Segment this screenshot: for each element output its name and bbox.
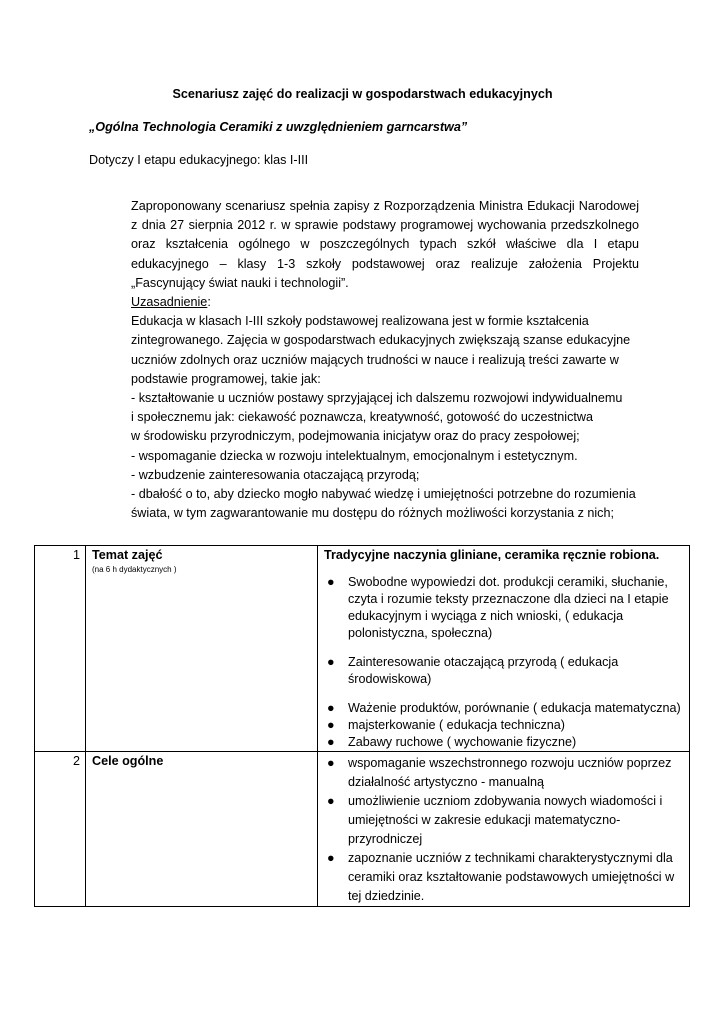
- list-item: [324, 654, 683, 688]
- list-item-text: Zabawy ruchowe ( wychowanie fizyczne): [348, 735, 577, 749]
- list-item: [324, 792, 683, 849]
- list-item: [324, 849, 683, 906]
- justification-line: Edukacja w klasach I-III szkoły podstawowej realizowana jest w formie kształcenia: [131, 314, 589, 329]
- justification-line: zintegrowanego. Zajęcia w gospodarstwach edukacyjnych zwiększają szanse edukacyjne: [131, 333, 631, 348]
- bullet-icon: ●: [327, 718, 335, 732]
- justification-colon: :: [207, 295, 211, 310]
- list-item-text: Zainteresowanie otaczającą przyrodą ( edukacja środowiskowa): [348, 655, 619, 686]
- document-title: Scenariusz zajęć do realizacji w gospodarstwach edukacyjnych: [172, 87, 553, 101]
- justification-line: podstawie programowej, takie jak:: [131, 371, 321, 386]
- list-item-text: majsterkowanie ( edukacja techniczna): [348, 718, 565, 732]
- justification-text: [131, 312, 639, 523]
- justification-line: - dbałość o to, aby dziecko mogło nabywać wiedzę i umiejętności potrzebne do rozumienia: [131, 487, 636, 502]
- bullet-icon: ●: [327, 851, 335, 865]
- lesson-table: [34, 545, 690, 907]
- justification-line: i społecznemu jak: ciekawość poznawcza, kreatywność, gotowość do uczestnictwa: [131, 410, 593, 425]
- bullet-icon: ●: [327, 735, 335, 749]
- bullet-icon: ●: [327, 701, 335, 715]
- justification-label: Uzasadnienie: [131, 295, 208, 310]
- row-content-cell: [318, 752, 690, 907]
- education-stage: Dotyczy I etapu edukacyjnego: klas I-III: [89, 153, 309, 167]
- list-item-text: zapoznanie uczniów z technikami charakterystycznymi dla ceramiki oraz kształtowanie podstawowych umiejętności w tej dziedzinie.: [348, 851, 675, 903]
- intro-paragraph: Zaproponowany scenariusz spełnia zapisy z Rozporządzenia Ministra Edukacji Narodowej z dnia 27 sierpnia 2012 r. w sprawie podstawy programowej wychowania przedszkolnego oraz kształcenia ogólnego w poszczególnych typach szkół właściwe dla I etapu edukacyjnego – klasy 1-3 szkoły podstawowej oraz realizuje założenia Projektu „Fascynujący świat nauki i technologii”.: [131, 199, 639, 290]
- row-number: 1: [35, 546, 86, 752]
- document-subtitle: „Ogólna Technologia Ceramiki z uwzględnieniem garncarstwa”: [89, 120, 468, 134]
- list-item-text: Ważenie produktów, porównanie ( edukacja matematyczna): [348, 701, 681, 715]
- list-item: [324, 700, 683, 717]
- lesson-topic-heading: Tradycyjne naczynia gliniane, ceramika ręcznie robiona.: [324, 548, 660, 562]
- row-number: 2: [35, 752, 86, 907]
- row-label-cell: [86, 752, 318, 907]
- justification-line: uczniów zdolnych oraz uczniów mających trudności w nauce i realizują treści zawarte w: [131, 352, 619, 367]
- bullet-icon: ●: [327, 575, 335, 589]
- intro-section: [131, 197, 639, 523]
- bullet-icon: ●: [327, 794, 335, 808]
- list-item: [324, 734, 683, 751]
- goals-bullet-list: [324, 754, 683, 906]
- row-label: Cele ogólne: [92, 754, 164, 768]
- table-row: [35, 752, 690, 907]
- row-content-cell: [318, 546, 690, 752]
- row-label-cell: [86, 546, 318, 752]
- row-label: Temat zajęć: [92, 548, 163, 562]
- list-item: [324, 754, 683, 792]
- list-item-text: wspomaganie wszechstronnego rozwoju uczniów poprzez działalność artystyczno - manualną: [348, 756, 672, 789]
- bullet-icon: ●: [327, 756, 335, 770]
- justification-line: w środowisku przyrodniczym, podejmowania inicjatyw oraz do pracy zespołowej;: [131, 429, 580, 444]
- justification-line: świata, w tym zagwarantowanie mu dostępu do różnych możliwości korzystania z nich;: [131, 506, 614, 521]
- justification-line: - wzbudzenie zainteresowania otaczającą przyrodą;: [131, 467, 420, 482]
- bullet-icon: ●: [327, 655, 335, 669]
- topic-bullet-list: [324, 574, 683, 751]
- list-item: [324, 717, 683, 734]
- list-item-text: umożliwienie uczniom zdobywania nowych wiadomości i umiejętności w zakresie edukacji matematyczno-przyrodniczej: [348, 794, 663, 846]
- list-item-text: Swobodne wypowiedzi dot. produkcji ceramiki, słuchanie, czyta i rozumie teksty przeznaczone dla dzieci na I etapie edukacyjnym i wyciąga z nich wnioski, ( edukacja polonistyczna, społeczna): [348, 575, 669, 640]
- list-item: [324, 574, 683, 642]
- justification-line: - kształtowanie u uczniów postawy sprzyjającej ich dalszemu rozwojowi indywidualnemu: [131, 391, 623, 406]
- row-label-note: (na 6 h dydaktycznych ): [92, 565, 177, 574]
- justification-line: - wspomaganie dziecka w rozwoju intelektualnym, emocjonalnym i estetycznym.: [131, 448, 578, 463]
- table-row: [35, 546, 690, 752]
- justification-heading: [131, 293, 639, 312]
